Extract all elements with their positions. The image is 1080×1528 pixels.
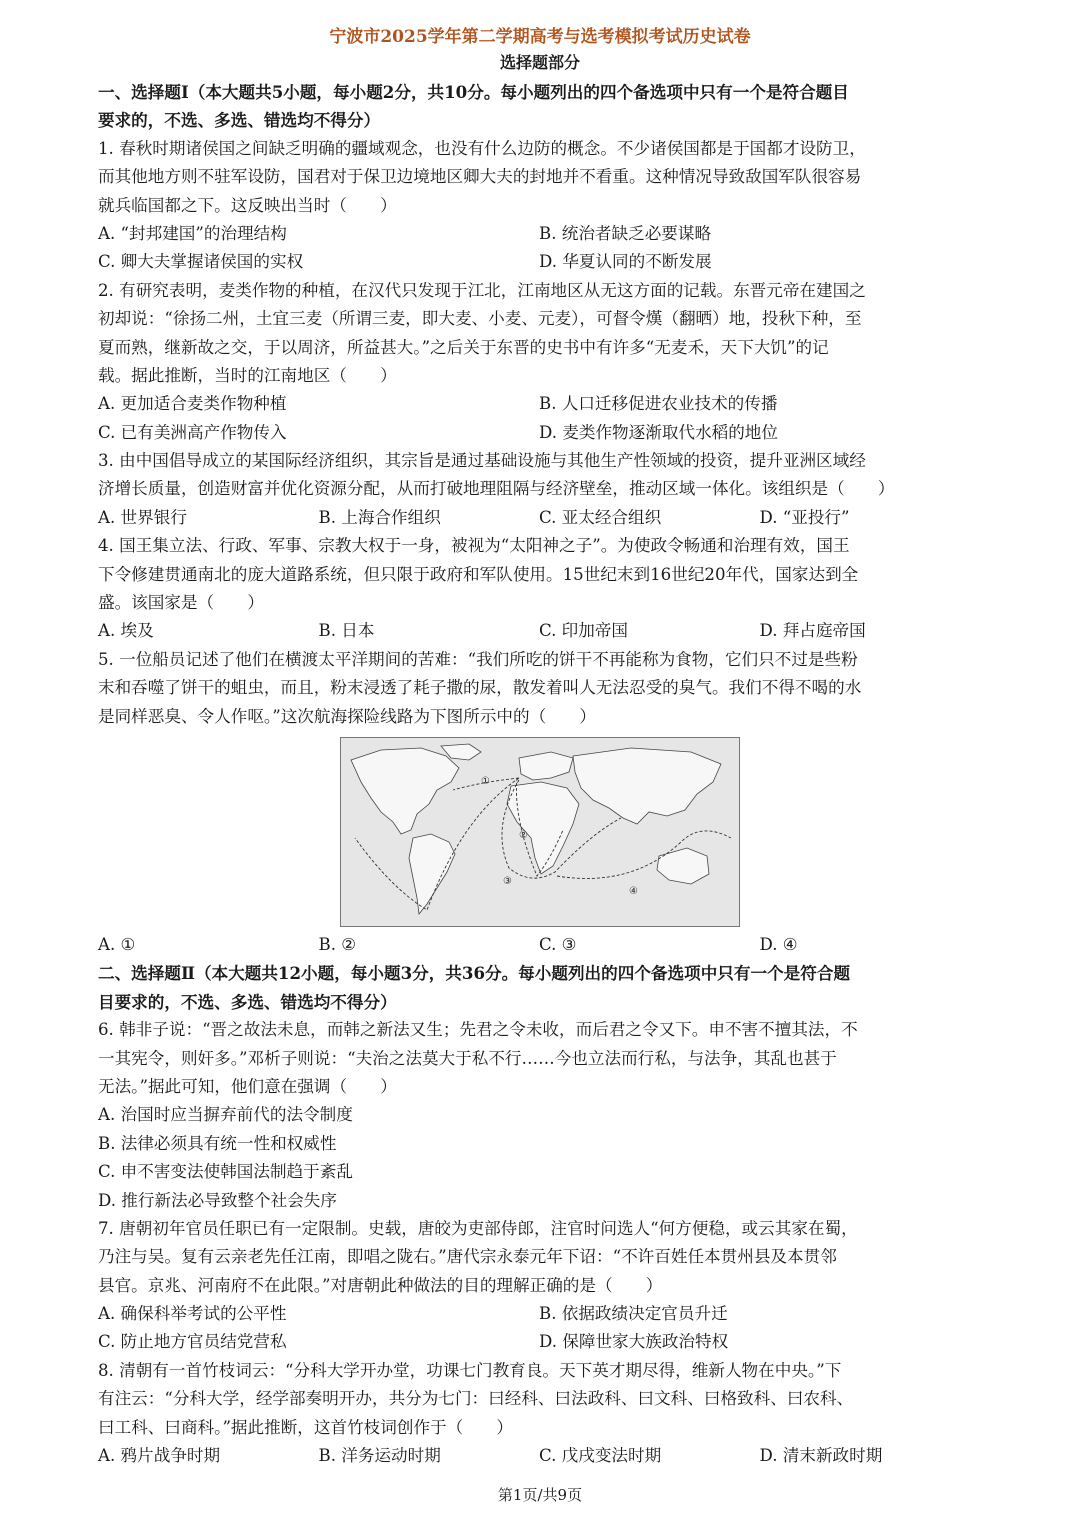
map-label-4: ④ xyxy=(629,885,638,897)
option-row xyxy=(98,419,982,447)
option-c: C. 防止地方官员结党营私 xyxy=(98,1332,287,1352)
question-3 xyxy=(98,447,982,532)
option-b: B. 人口迁移促进农业技术的传播 xyxy=(539,394,778,414)
option-row xyxy=(98,617,982,645)
option-c: C. 卿大夫掌握诸侯国的实权 xyxy=(98,252,304,272)
question-stem-line: 夏而熟，继新故之交，于以周济，所益甚大。”之后关于东晋的史书中有许多“无麦禾，天下大饥”的记 xyxy=(98,337,829,357)
question-stem-line: 而其他地方则不驻军设防，国君对于保卫边境地区卿大夫的封地并不看重。这种情况导致敌国军队很容易 xyxy=(98,167,862,187)
option-row xyxy=(98,1300,982,1328)
option-row xyxy=(98,504,982,532)
option-a: A. 埃及 xyxy=(98,621,154,641)
question-stem-line: 乃注与吴。复有云亲老先任江南，即唱之陇右。”唐代宗永泰元年下诏：“不许百姓任本贯州县及本贯邻 xyxy=(98,1247,837,1267)
question-stem-line: 4. 国王集立法、行政、军事、宗教大权于一身，被视为“太阳神之子”。为使政令畅通和治理有效，国王 xyxy=(98,536,850,556)
option-b: B. 法律必须具有统一性和权威性 xyxy=(98,1133,337,1153)
section1-heading xyxy=(98,78,982,135)
question-stem-line: 2. 有研究表明，麦类作物的种植，在汉代只发现于江北，江南地区从无这方面的记载。东晋元帝在建国之 xyxy=(98,280,866,300)
question-stem-line: 载。据此推断，当时的江南地区（ ） xyxy=(98,365,397,385)
question-6 xyxy=(98,1016,982,1215)
option-a: A. 治国时应当摒弃前代的法令制度 xyxy=(98,1105,353,1125)
question-4 xyxy=(98,532,982,646)
option-a: A. 鸦片战争时期 xyxy=(98,1446,221,1466)
question-stem-line: 1. 春秋时期诸侯国之间缺乏明确的疆域观念，也没有什么边防的概念。不少诸侯国都是于国都才设防卫， xyxy=(98,138,866,158)
option-d: D. 华夏认同的不断发展 xyxy=(539,252,712,272)
question-5 xyxy=(98,646,982,960)
map-container xyxy=(98,731,982,931)
question-stem-line: 6. 韩非子说：“晋之故法未息，而韩之新法又生；先君之令未收，而后君之令又下。申不害不擅其法，不 xyxy=(98,1020,858,1040)
option-d: D. 拜占庭帝国 xyxy=(759,621,866,641)
heading-line: 一、选择题Ⅰ（本大题共5小题，每小题2分，共10分。每小题列出的四个备选项中只有一个是符合题目 xyxy=(98,82,849,102)
option-d: D. ④ xyxy=(759,934,798,954)
question-stem-line: 无法。”据此可知，他们意在强调（ ） xyxy=(98,1076,397,1096)
option-a: A. 确保科举考试的公平性 xyxy=(98,1304,287,1324)
map-label-1: ① xyxy=(481,775,490,787)
question-1 xyxy=(98,135,982,277)
option-a: A. 更加适合麦类作物种植 xyxy=(98,394,287,414)
page-number: 第1页/共9页 xyxy=(497,1486,583,1504)
question-2 xyxy=(98,277,982,447)
option-c: C. 戊戌变法时期 xyxy=(539,1446,662,1466)
question-stem-line: 曰工科、曰商科。”据此推断，这首竹枝词创作于（ ） xyxy=(98,1417,514,1437)
option-a: A. 世界银行 xyxy=(98,507,187,527)
question-stem-line: 8. 清朝有一首竹枝词云：“分科大学开办堂，功课七门教育良。天下英才期尽得，维新人物在中央。”下 xyxy=(98,1360,842,1380)
option-b: B. 统治者缺乏必要谋略 xyxy=(539,223,712,243)
option-d: D. 清末新政时期 xyxy=(759,1446,883,1466)
option-row xyxy=(98,390,982,418)
option-c: C. ③ xyxy=(539,934,577,954)
option-d: D. 推行新法必导致整个社会失序 xyxy=(98,1190,337,1210)
option-d: D. 保障世家大族政治特权 xyxy=(539,1332,729,1352)
option-a: A. “封邦建国”的治理结构 xyxy=(98,223,287,243)
map-label-3: ③ xyxy=(503,875,512,887)
option-row xyxy=(98,1442,982,1470)
question-stem-line: 末和吞噬了饼干的蛆虫，而且，粉末浸透了耗子撒的尿，散发着叫人无法忍受的臭气。我们不得不喝的水 xyxy=(98,678,862,698)
option-c: C. 亚太经合组织 xyxy=(539,507,662,527)
option-c: C. 印加帝国 xyxy=(539,621,629,641)
heading-line: 要求的，不选、多选、错选均不得分） xyxy=(98,110,381,131)
question-stem-line: 3. 由中国倡导成立的某国际经济组织，其宗旨是通过基础设施与其他生产性领域的投资，提升亚洲区域经 xyxy=(98,451,866,471)
map-label-2: ② xyxy=(519,829,528,841)
question-stem-line: 一其宪令，则奸多。”邓析子则说：“夫治之法莫大于私不行……今也立法而行私，与法争，其乱也甚于 xyxy=(98,1048,837,1068)
question-7 xyxy=(98,1215,982,1357)
section-part-title: 选择题部分 xyxy=(499,53,580,72)
option-b: B. 依据政绩决定官员升迁 xyxy=(539,1304,728,1324)
option-d: D. “亚投行” xyxy=(759,507,850,527)
question-stem-line: 下令修建贯通南北的庞大道路系统，但只限于政府和军队使用。15世纪末到16世纪20年代，国家达到全 xyxy=(98,564,859,584)
option-b: B. 洋务运动时期 xyxy=(318,1446,441,1466)
question-stem-line: 盛。该国家是（ ） xyxy=(98,593,264,613)
option-row xyxy=(98,931,982,959)
question-stem-line: 县官。京兆、河南府不在此限。”对唐朝此种做法的目的理解正确的是（ ） xyxy=(98,1275,663,1295)
option-a: A. ① xyxy=(98,934,136,954)
option-row xyxy=(98,1328,982,1356)
question-stem-line: 7. 唐朝初年官员任职已有一定限制。史载，唐皎为吏部侍郎，注官时问选人“何方便稳，或云其家在蜀， xyxy=(98,1218,858,1238)
question-stem-line: 就兵临国都之下。这反映出当时（ ） xyxy=(98,195,397,215)
question-8 xyxy=(98,1357,982,1471)
heading-line: 二、选择题Ⅱ（本大题共12小题，每小题3分，共36分。每小题列出的四个备选项中只有一个是符合题 xyxy=(98,963,851,984)
section2-heading xyxy=(98,959,982,1016)
option-d: D. 麦类作物逐渐取代水稻的地位 xyxy=(539,422,778,442)
option-row xyxy=(98,248,982,276)
option-c: C. 申不害变法使韩国法制趋于紊乱 xyxy=(98,1162,353,1182)
voyage-route-map xyxy=(340,737,740,927)
question-stem-line: 有注云：“分科大学，经学部奏明开办，共分为七门：曰经科、曰法政科、曰文科、曰格致科、曰农科、 xyxy=(98,1389,854,1409)
exam-title: 宁波市2025学年第二学期高考与选考模拟考试历史试卷 xyxy=(329,27,751,47)
question-stem-line: 初却说：“徐扬二州，土宜三麦（所谓三麦，即大麦、小麦、元麦），可督令熯（翻晒）地，投秋下种，至 xyxy=(98,309,862,329)
heading-line: 目要求的，不选、多选、错选均不得分） xyxy=(98,991,397,1012)
option-b: B. ② xyxy=(318,934,357,954)
question-stem-line: 是同样恶臭、令人作呕。”这次航海探险线路为下图所示中的（ ） xyxy=(98,706,596,726)
option-b: B. 日本 xyxy=(318,621,375,641)
question-stem-line: 5. 一位船员记述了他们在横渡太平洋期间的苦难：“我们所吃的饼干不再能称为食物，它们只不过是些粉 xyxy=(98,649,858,669)
option-row xyxy=(98,220,982,248)
option-c: C. 已有美洲高产作物传入 xyxy=(98,422,287,442)
question-stem-line: 济增长质量，创造财富并优化资源分配，从而打破地理阻隔与经济壁垒，推动区域一体化。该组织是（ ） xyxy=(98,479,895,499)
option-b: B. 上海合作组织 xyxy=(318,507,441,527)
